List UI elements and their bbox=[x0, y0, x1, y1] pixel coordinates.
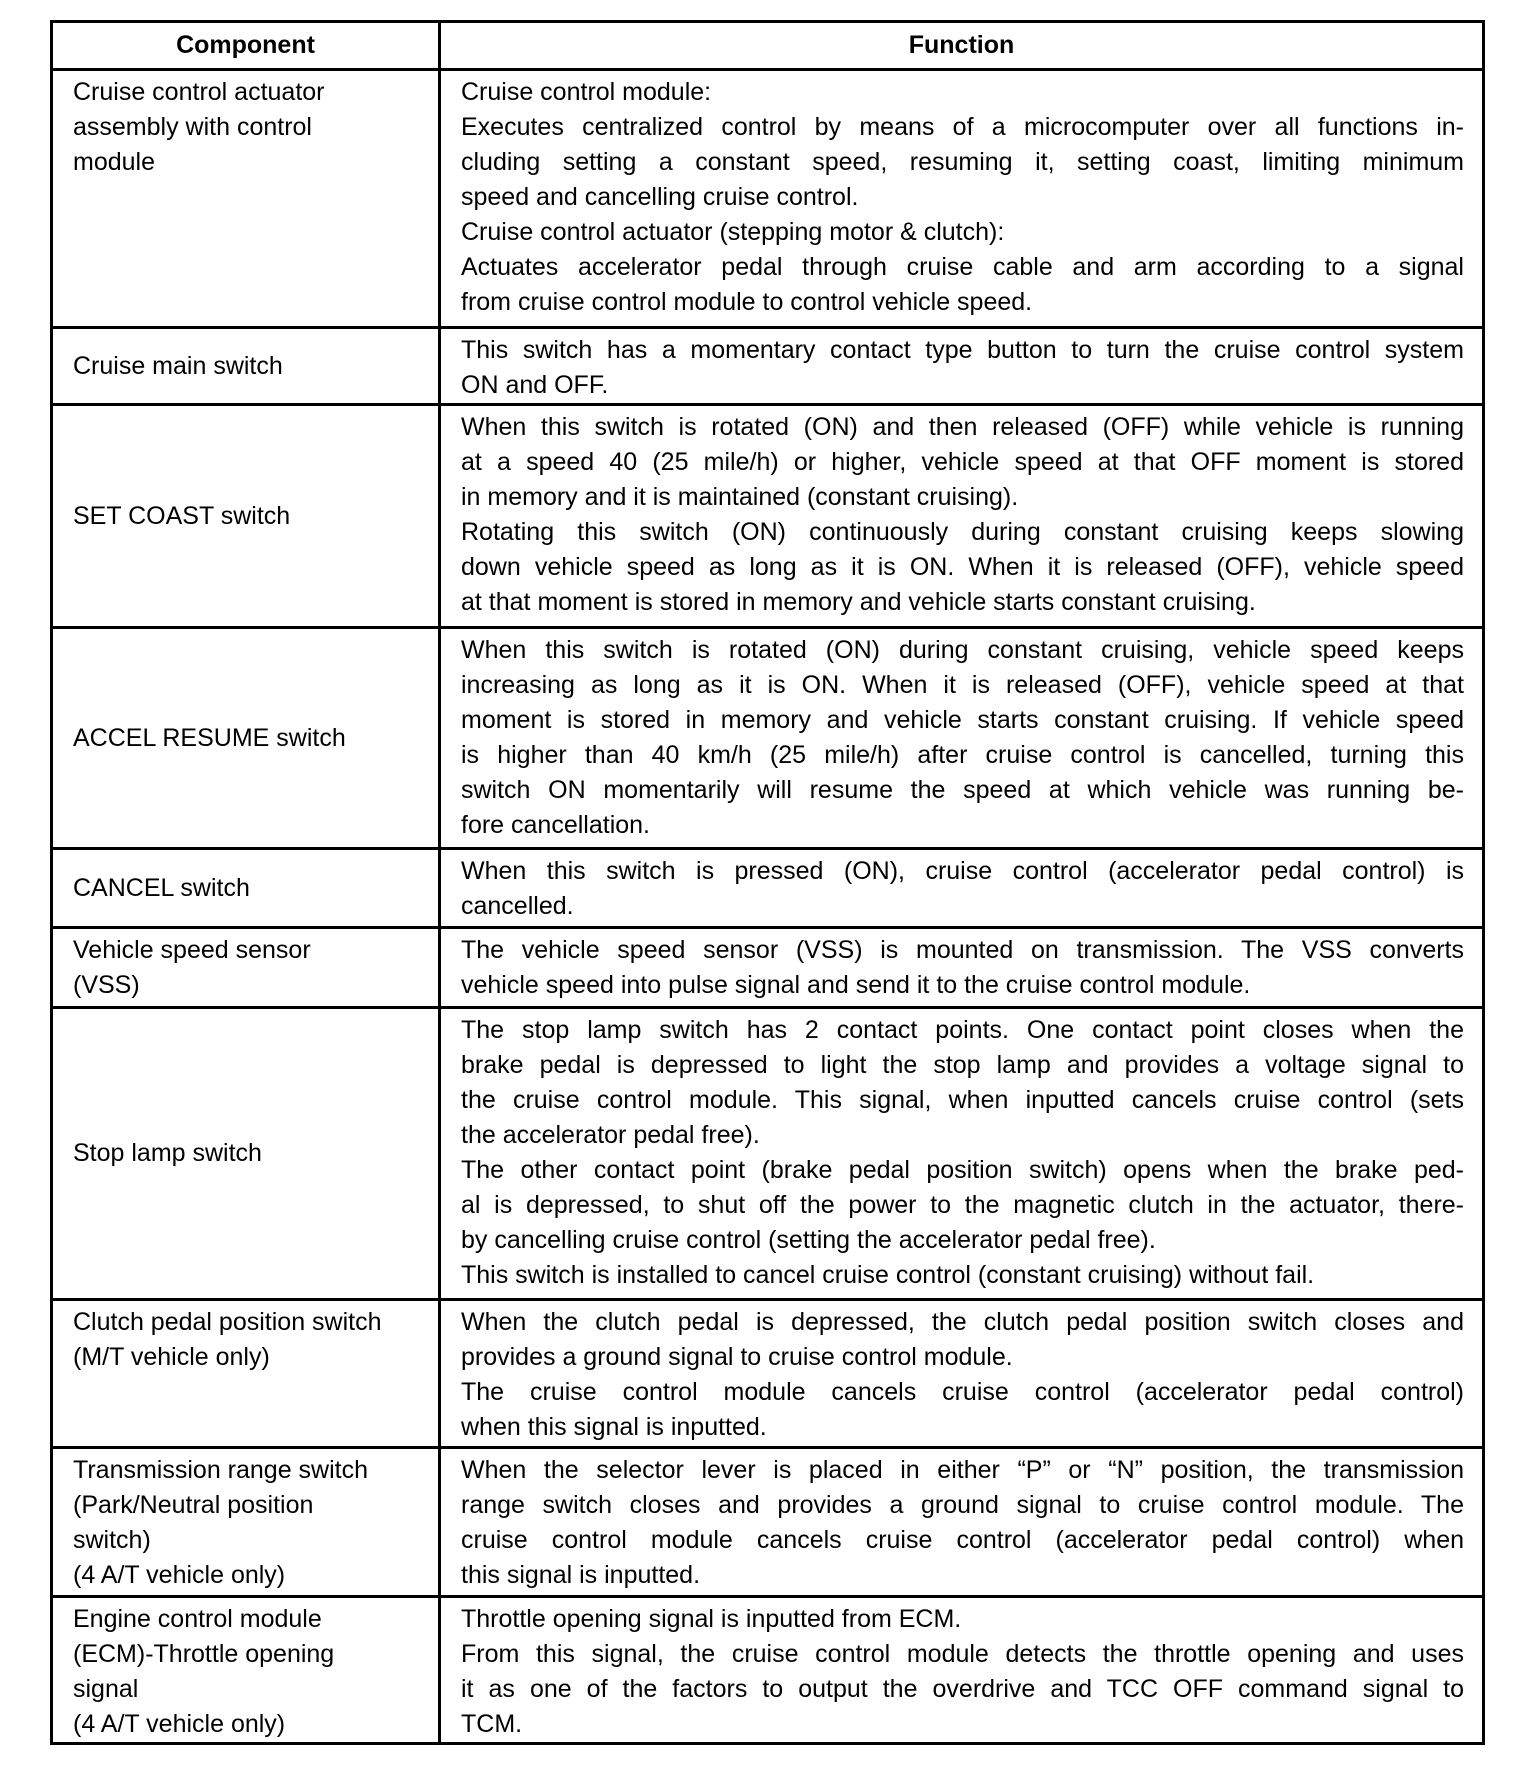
function-cell bbox=[441, 1449, 1482, 1595]
component-text-line: Cruise control actuator bbox=[73, 78, 325, 106]
function-text-line: The stop lamp switch has 2 contact points. One contact point closes when the bbox=[461, 1016, 1464, 1044]
function-text-line: Cruise control actuator (stepping motor & clutch): bbox=[461, 218, 1005, 246]
component-text-line: (4 A/T vehicle only) bbox=[73, 1561, 286, 1589]
function-text-line: This switch is installed to cancel cruise control (constant cruising) without fail. bbox=[461, 1261, 1315, 1289]
component-text-line: (VSS) bbox=[73, 971, 140, 999]
component-text-line: SET COAST switch bbox=[73, 501, 291, 530]
table-row bbox=[53, 68, 1482, 326]
component-text-line: Engine control module bbox=[73, 1605, 322, 1633]
column-header-component: Component bbox=[53, 23, 441, 68]
component-cell bbox=[53, 1449, 441, 1595]
component-cell bbox=[53, 71, 441, 326]
function-text-line: down vehicle speed as long as it is ON. When it is released (OFF), vehicle speed bbox=[461, 553, 1464, 581]
function-text-line: The other contact point (brake pedal position switch) opens when the brake ped- bbox=[461, 1156, 1464, 1184]
component-text-line: Cruise main switch bbox=[73, 351, 283, 380]
function-text-line: switch ON momentarily will resume the speed at which vehicle was running be- bbox=[461, 776, 1464, 804]
function-cell bbox=[441, 629, 1482, 847]
function-text-line: From this signal, the cruise control module detects the throttle opening and uses bbox=[461, 1640, 1464, 1668]
function-cell bbox=[441, 406, 1482, 626]
component-cell bbox=[53, 1598, 441, 1742]
function-cell bbox=[441, 1009, 1482, 1298]
table-row bbox=[53, 1298, 1482, 1446]
component-text-line: (ECM)-Throttle opening bbox=[73, 1640, 335, 1668]
function-text-line: moment is stored in memory and vehicle starts constant cruising. If vehicle speed bbox=[461, 706, 1464, 734]
function-text-line: cruise control module cancels cruise control (accelerator pedal control) when bbox=[461, 1526, 1464, 1554]
function-text-line: fore cancellation. bbox=[461, 811, 651, 839]
function-text-line: by cancelling cruise control (setting the accelerator pedal free). bbox=[461, 1226, 1156, 1254]
function-text-line: range switch closes and provides a ground signal to cruise control module. The bbox=[461, 1491, 1464, 1519]
function-text-line: When this switch is rotated (ON) and then released (OFF) while vehicle is running bbox=[461, 413, 1464, 441]
function-text-line: al is depressed, to shut off the power to the magnetic clutch in the actuator, there- bbox=[461, 1191, 1464, 1219]
table-row bbox=[53, 926, 1482, 1006]
component-text-line: (Park/Neutral position bbox=[73, 1491, 314, 1519]
table-row bbox=[53, 1446, 1482, 1595]
table-row bbox=[53, 403, 1482, 626]
function-text-line: When the clutch pedal is depressed, the clutch pedal position switch closes and bbox=[461, 1308, 1464, 1336]
table-header-row bbox=[53, 23, 1482, 68]
component-cell bbox=[53, 629, 441, 847]
function-text-line: when this signal is inputted. bbox=[461, 1413, 767, 1441]
component-text-line: (M/T vehicle only) bbox=[73, 1343, 270, 1371]
component-text-line: assembly with control bbox=[73, 113, 312, 141]
function-text-line: it as one of the factors to output the overdrive and TCC OFF command signal to bbox=[461, 1675, 1464, 1703]
component-text-line: ACCEL RESUME switch bbox=[73, 723, 346, 752]
function-text-line: When this switch is pressed (ON), cruise control (accelerator pedal control) is bbox=[461, 857, 1464, 885]
function-text-line: this signal is inputted. bbox=[461, 1561, 701, 1589]
function-text-line: cancelled. bbox=[461, 892, 574, 920]
function-text-line: This switch has a momentary contact type button to turn the cruise control system bbox=[461, 336, 1464, 364]
function-text-line: in memory and it is maintained (constant cruising). bbox=[461, 483, 1019, 511]
component-text-line: CANCEL switch bbox=[73, 873, 250, 902]
function-text-line: cluding setting a constant speed, resuming it, setting coast, limiting minimum bbox=[461, 148, 1464, 176]
function-text-line: Throttle opening signal is inputted from ECM. bbox=[461, 1605, 962, 1633]
function-text-line: speed and cancelling cruise control. bbox=[461, 183, 859, 211]
component-cell bbox=[53, 850, 441, 926]
component-cell bbox=[53, 1009, 441, 1298]
function-text-line: the cruise control module. This signal, when inputted cancels cruise control (sets bbox=[461, 1086, 1464, 1114]
function-text-line: provides a ground signal to cruise control module. bbox=[461, 1343, 1013, 1371]
function-text-line: vehicle speed into pulse signal and send it to the cruise control module. bbox=[461, 971, 1251, 999]
component-text-line: Transmission range switch bbox=[73, 1456, 369, 1484]
function-text-line: Rotating this switch (ON) continuously during constant cruising keeps slowing bbox=[461, 518, 1464, 546]
table-row bbox=[53, 1006, 1482, 1298]
function-text-line: The cruise control module cancels cruise control (accelerator pedal control) bbox=[461, 1378, 1464, 1406]
function-text-line: at a speed 40 (25 mile/h) or higher, vehicle speed at that OFF moment is stored bbox=[461, 448, 1464, 476]
component-cell bbox=[53, 1301, 441, 1446]
table-row bbox=[53, 1595, 1482, 1742]
function-text-line: from cruise control module to control vehicle speed. bbox=[461, 288, 1033, 316]
function-cell bbox=[441, 929, 1482, 1006]
component-text-line: Stop lamp switch bbox=[73, 1139, 262, 1167]
column-header-function: Function bbox=[908, 31, 1015, 59]
component-text-line: Clutch pedal position switch bbox=[73, 1308, 382, 1336]
function-text-line: Cruise control module: bbox=[461, 78, 712, 106]
component-text-line: signal bbox=[73, 1675, 139, 1703]
function-text-line: TCM. bbox=[461, 1710, 523, 1738]
function-text-line: the accelerator pedal free). bbox=[461, 1121, 760, 1149]
function-text-line: The vehicle speed sensor (VSS) is mounted on transmission. The VSS converts bbox=[461, 936, 1464, 964]
component-function-table bbox=[50, 20, 1485, 1745]
function-text-line: at that moment is stored in memory and vehicle starts constant cruising. bbox=[461, 588, 1256, 616]
function-text-line: When this switch is rotated (ON) during constant cruising, vehicle speed keeps bbox=[461, 636, 1464, 664]
component-text-line: switch) bbox=[73, 1526, 151, 1554]
table-body bbox=[53, 68, 1482, 1742]
function-text-line: Executes centralized control by means of a microcomputer over all functions in- bbox=[461, 113, 1464, 141]
component-text-line: module bbox=[73, 148, 155, 176]
function-text-line: Actuates accelerator pedal through cruise cable and arm according to a signal bbox=[461, 253, 1464, 281]
function-cell bbox=[441, 329, 1482, 403]
component-cell bbox=[53, 406, 441, 626]
function-text-line: increasing as long as it is ON. When it is released (OFF), vehicle speed at that bbox=[461, 671, 1464, 699]
table-row bbox=[53, 847, 1482, 926]
function-cell bbox=[441, 1301, 1482, 1446]
table-row bbox=[53, 326, 1482, 403]
component-cell bbox=[53, 329, 441, 403]
function-cell bbox=[441, 71, 1482, 326]
function-text-line: When the selector lever is placed in either “P” or “N” position, the transmission bbox=[461, 1456, 1464, 1484]
component-cell bbox=[53, 929, 441, 1006]
table-row bbox=[53, 626, 1482, 847]
function-text-line: is higher than 40 km/h (25 mile/h) after cruise control is cancelled, turning this bbox=[461, 741, 1464, 769]
component-text-line: Vehicle speed sensor bbox=[73, 936, 311, 964]
function-cell bbox=[441, 1598, 1482, 1742]
component-text-line: (4 A/T vehicle only) bbox=[73, 1710, 286, 1738]
function-text-line: brake pedal is depressed to light the stop lamp and provides a voltage signal to bbox=[461, 1051, 1464, 1079]
function-text-line: ON and OFF. bbox=[461, 371, 609, 399]
function-cell bbox=[441, 850, 1482, 926]
